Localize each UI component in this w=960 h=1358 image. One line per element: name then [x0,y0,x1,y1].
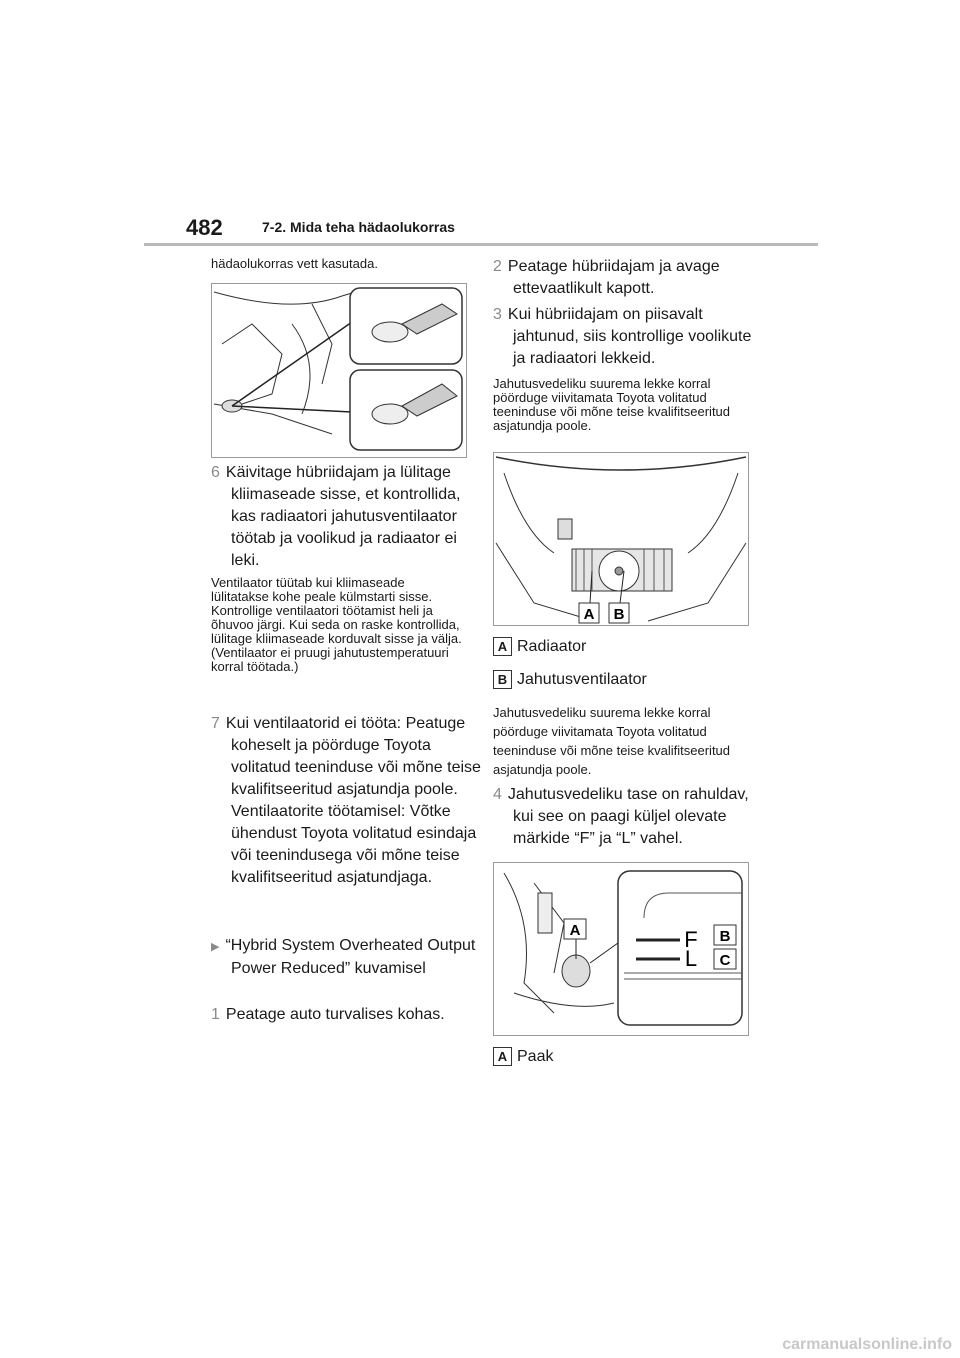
legend-letter-b: B [493,670,512,689]
note-b: Jahutusvedeliku suurema lekke korral pöörduge viivitamata Toyota volitatud teeninduse või mõne teise kvalifitseeritud asjatundja poole. [493,705,731,777]
figure-reservoir [493,862,749,1036]
reservoir-illustration [494,863,748,1035]
step-6-text: Käivitage hübriidajam ja lülitage kliimaseade sisse, et kontrollida, kas radiaatori jahutusventilaator töötab ja voolikud ja radiaator ei leki. [225,464,461,569]
legend-paak [493,1046,553,1068]
step-3 [493,304,767,370]
note-3: Jahutusvedeliku suurema lekke korral pöörduge viivitamata Toyota volitatud teeninduse või mõne teise kvalifitseeritud asjatundja poole. [493,376,731,433]
figure-coolant-filling [211,283,467,458]
step-7-text: Kui ventilaatorid ei tööta: Peatuge koheselt ja pöörduge Toyota volitatud teeninduse või mõne teise kvalifitseeritud asjatundja poole. Ventilaatorite töötamisel: Võtke ühendust Toyota volitatud esindaja või teenindusega või mõne teise kvalifitseeritud asjatundjaga. [225,715,481,886]
step-6 [211,462,485,572]
fig2-label-b: B [613,606,625,623]
bullet-overheated [211,935,485,980]
step-2-text: Peatage hübriidajam ja avage ettevaatlikult kapott. [507,258,720,297]
fig2-label-a: A [583,606,595,623]
header-rule [144,243,818,246]
legend-radiaator [493,636,586,658]
intro-text: hädaolukorras vett kasutada. [211,256,378,271]
step-2 [493,256,767,300]
step-1 [211,1004,485,1026]
engine-bay-illustration [212,284,466,457]
triangle-bullet-icon: ▶ [211,941,220,953]
note-6: Ventilaator tüütab kui kliimaseade lülitatakse kohe peale külmstarti sisse. Kontrollige ventilaatori töötamist heli ja õhuvoo järgi. Kui seda on raske kontrollida, lülitage kliimaseade korduvalt sisse ja välja. (Ventilaator ei pruugi jahutustemperatuuri korral töötada.) [211,575,462,674]
fig3-label-b: B [719,928,731,945]
legend-letter-a: A [493,637,512,656]
legend-paak-text: Paak [517,1048,554,1065]
step-7-number: 7 [211,715,220,732]
legend-radiaator-text: Radiaator [517,638,587,655]
radiator-illustration [494,453,748,625]
step-2-number: 2 [493,258,502,275]
fig3-mark-f: F [684,927,698,952]
figure-radiator [493,452,749,626]
step-4 [493,784,767,850]
legend-letter-paak: A [493,1047,512,1066]
step-4-text: Jahutusvedeliku tase on rahuldav, kui see on paagi küljel olevate märkide “F” ja “L” vahel. [507,786,749,847]
page-number: 482 [186,215,223,240]
fig3-label-a: A [569,922,581,939]
legend-jahutusventilaator [493,669,647,691]
fig3-mark-l: L [684,946,698,971]
legend-jahutusventilaator-text: Jahutusventilaator [517,671,647,688]
bullet-text: “Hybrid System Overheated Output Power Reduced” kuvamisel [225,937,476,977]
step-3-text: Kui hübriidajam on piisavalt jahtunud, siis kontrollige voolikute ja radiaatori lekkeid. [507,306,752,367]
step-4-number: 4 [493,786,502,803]
step-1-text: Peatage auto turvalises kohas. [225,1006,445,1023]
step-3-number: 3 [493,306,502,323]
fig3-label-c: C [719,952,731,969]
watermark: carmanualsonline.info [782,1336,952,1353]
section-title: 7-2. Mida teha hädaolukorras [262,219,455,235]
step-7 [211,713,485,889]
step-6-number: 6 [211,464,220,481]
step-1-number: 1 [211,1006,220,1023]
